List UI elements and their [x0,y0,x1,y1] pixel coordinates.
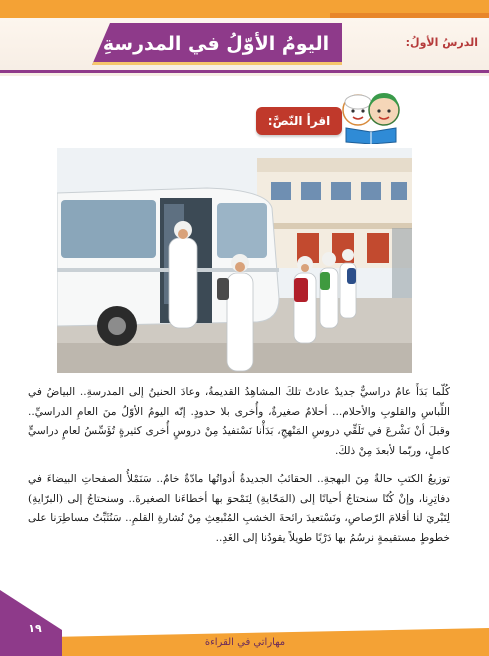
school-bus-photo [57,148,412,373]
page-title: اليومُ الأوّلُ في المدرسةِ [102,33,330,55]
reading-kids-icon [336,88,406,144]
paragraph-2: توزيعُ الكتبِ حالةٌ مِنَ البهجةِ.. الحقائبُ الجديدةُ أدواتُها مادّةٌ خامٌ.. سَنَمْلأُ الصفحاتِ البيضاءَ في دفاتِرِنا، وإنْ كُنّا سنحتاجُ أحيانًا إلى (المَحّايةِ) لِنَمْحوَ بها أخطاءَنا الصغيرةَ.. وسنحتاجُ إلى (البرّايةِ) لِتَبْريَ لنا أقلامَ الرّصاصِ، ونَسْتعيدَ رائحةَ الخشبِ المُنْبعِثِ مِنْ نُشارةِ القلمِ.. سَنُثَبِّتُ مساطِرَنا على خطوطٍ مستقيمةٍ نرسُمُ بها دَرْبًا طويلاً يقودُنا إلى الغَدِ.. [28,473,450,544]
page-number: ١٩ [28,622,42,635]
book-title: مهاراتي في القراءة [204,637,286,648]
read-text-badge: اقرأ النّصَّ: [256,107,342,135]
lesson-label: الدرسُ الأولُ: [405,36,478,49]
header-divider [0,70,489,73]
paragraph-1: كُلّما بَدَأَ عامٌ دراسيٌّ جديدٌ عادتْ تلكَ المشاهِدُ القديمةُ، وعادَ الحنينُ إلى المدرسةِ.. البياضُ في اللِّباسِ والقلوبِ والأحلام... أحلامٌ صغيرةٌ، وأُخرى بلا حدودٍ. إنّه اليومُ الأوّلُ منَ العامِ الدراسيِّ.. وقبلَ أنْ نَشْرعَ في تَلَقِّي دروسِ المَنْهجِ، بَدَأْنا نَسْتفيدُ مِنْ دروسٍ أُخرى كثيرةٍ تُؤَسِّسُ لعامٍ دراسيٍّ كاملٍ، وربّما لأبعدَ مِنْ ذلكَ. [28,386,450,457]
